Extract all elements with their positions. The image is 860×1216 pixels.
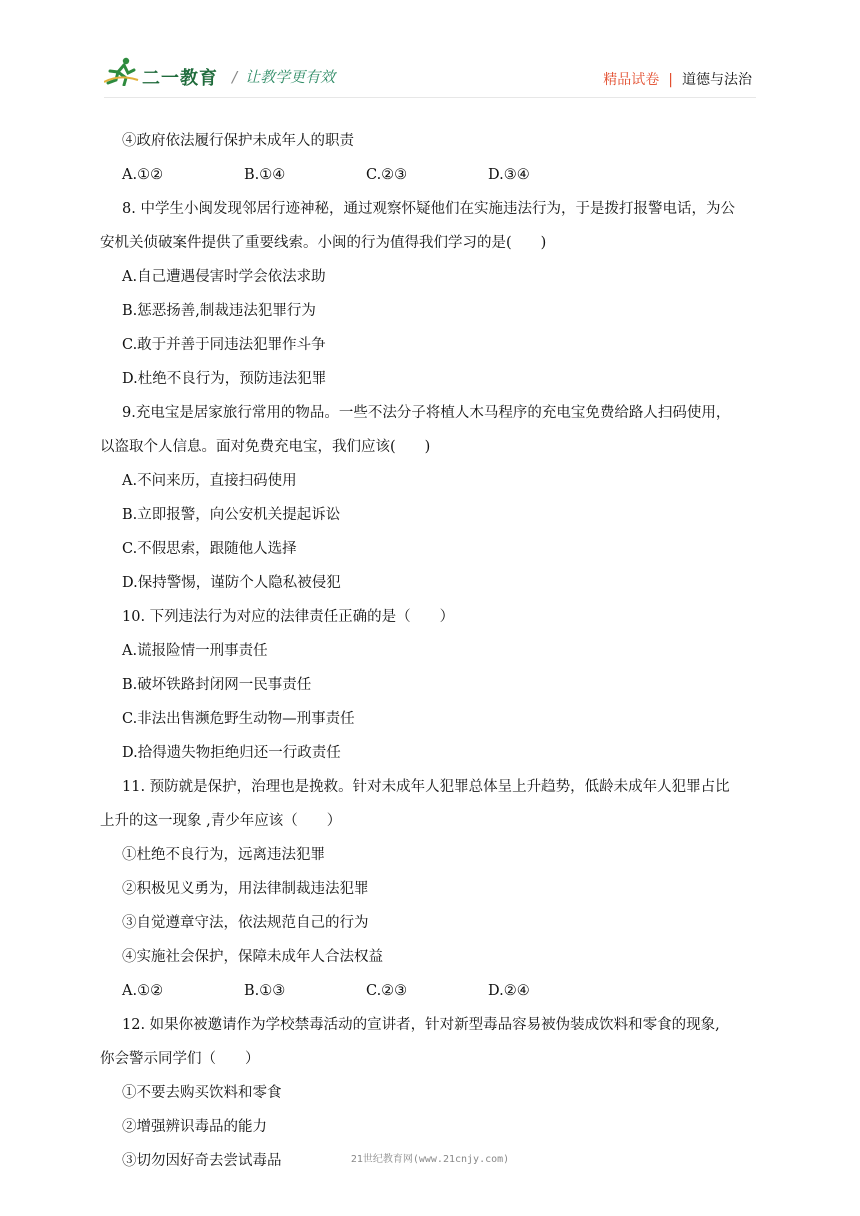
logo-text: 二一教育 (142, 68, 218, 89)
q10-stem: 10. 下列违法行为对应的法律责任正确的是（ ） (122, 609, 455, 625)
q8-option-c: C.敢于并善于同违法犯罪作斗争 (122, 337, 326, 353)
q11-item-2: ②积极见义勇为，用法律制裁违法犯罪 (122, 881, 369, 897)
q10-option-c: C.非法出售濒危野生动物—刑事责任 (122, 711, 355, 727)
q9-option-d: D.保持警惕，谨防个人隐私被侵犯 (122, 575, 341, 591)
category-badge (603, 69, 752, 89)
q9-option-b: B.立即报警，向公安机关提起诉讼 (122, 507, 341, 523)
q12-item-2: ②增强辨识毒品的能力 (122, 1119, 267, 1135)
q10-option-b: B.破坏铁路封闭网一民事责任 (122, 677, 312, 693)
q9-option-a: A.不问来历，直接扫码使用 (122, 473, 297, 489)
q12-item-1: ①不要去购买饮料和零食 (122, 1085, 282, 1101)
q11-choice-a: A.①② (122, 983, 164, 999)
q9-option-c: C.不假思索，跟随他人选择 (122, 541, 297, 557)
q7-choice-d: D.③④ (488, 167, 530, 183)
slogan: / 让教学更有效 (232, 68, 336, 86)
q11-choice-d: D.②④ (488, 983, 530, 999)
q12-stem-line1: 12. 如果你被邀请作为学校禁毒活动的宣讲者，针对新型毒品容易被伪装成饮料和零食的现象, (122, 1017, 720, 1033)
q11-item-1: ①杜绝不良行为，远离违法犯罪 (122, 847, 325, 863)
q10-option-d: D.拾得遗失物拒绝归还一行政责任 (122, 745, 341, 761)
q11-choices (100, 981, 760, 1001)
q11-stem-line2: 上升的这一现象 ,青少年应该（ ） (100, 813, 342, 829)
q9-stem (100, 403, 760, 457)
q11-stem (100, 777, 760, 831)
q9-stem-line1: 9.充电宝是居家旅行常用的物品。一些不法分子将植人木马程序的充电宝免费给路人扫码使用， (122, 405, 731, 421)
q11-choice-c: C.②③ (366, 983, 408, 999)
q7-choice-b: B.①④ (244, 167, 286, 183)
q12-stem-line2: 你会警示同学们（ ） (100, 1051, 260, 1067)
q8-option-d: D.杜绝不良行为，预防违法犯罪 (122, 371, 327, 387)
q9-stem-line2: 以盗取个人信息。面对免费充电宝，我们应该( ) (100, 439, 431, 455)
q11-stem-line1: 11. 预防就是保护，治理也是挽救。针对未成年人犯罪总体呈上升趋势，低龄未成年人犯罪占比 (122, 779, 730, 795)
page-header (0, 0, 860, 100)
q11-item-4: ④实施社会保护，保障未成年人合法权益 (122, 949, 383, 965)
q8-stem-line1: 8. 中学生小闽发现邻居行迹神秘，通过观察怀疑他们在实施违法行为，于是拨打报警电话，为公 (122, 201, 735, 217)
q11-choice-b: B.①③ (244, 983, 286, 999)
page-footer: 21世纪教育网(www.21cnjy.com) (350, 1154, 510, 1165)
q8-stem (100, 199, 760, 253)
exam-content (100, 131, 760, 1185)
q11-item-3: ③自觉遵章守法，依法规范自己的行为 (122, 915, 369, 931)
site-logo[interactable] (104, 56, 224, 92)
divider: | (668, 72, 673, 88)
q10-option-a: A.谎报险情一刑事责任 (122, 643, 268, 659)
q8-stem-line2: 安机关侦破案件提供了重要线索。小闽的行为值得我们学习的是( ) (100, 235, 547, 251)
slogan-text: 让教学更有效 (245, 68, 336, 86)
q7-choice-a: A.①② (122, 167, 164, 183)
running-man-icon (104, 56, 140, 86)
q7-item-4: ④政府依法履行保护未成年人的职责 (122, 133, 354, 149)
q12-stem (100, 1015, 760, 1069)
header-divider (104, 97, 756, 98)
q8-option-b: B.惩恶扬善,制裁违法犯罪行为 (122, 303, 316, 319)
q7-choices (100, 165, 760, 185)
q12-item-3: ③切勿因好奇去尝试毒品 (122, 1153, 282, 1169)
q8-option-a: A.自己遭遇侵害时学会依法求助 (122, 269, 326, 285)
q7-choice-c: C.②③ (366, 167, 408, 183)
tag-label: 精品试卷 (603, 72, 660, 88)
subject-label: 道德与法治 (682, 72, 752, 88)
